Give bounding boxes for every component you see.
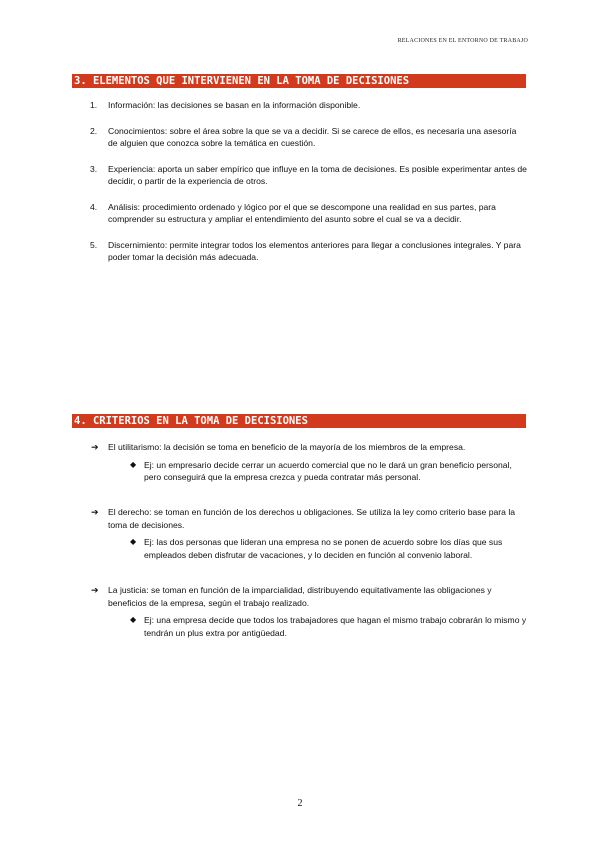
arrow-right-icon: ➔ [91,507,99,517]
example-item [130,536,528,561]
criterion-item [88,584,528,609]
example-text: Ej: una empresa decide que todos los trabajadores que hagan el mismo trabajo cobrarán lo mismo y tendrán un plus extra por antigüedad. [144,615,527,638]
running-header: RELACIONES EN EL ENTORNO DE TRABAJO [397,38,528,44]
item-number: 4. [90,201,98,212]
item-text: Conocimientos: sobre el área sobre la que se va a decidir. Si se carece de ellos, es necesaria una asesoría de alguien que conozca sobre la temática en cuestión. [108,125,517,148]
example-item [130,459,528,484]
diamond-icon: ◆ [130,615,137,624]
item-text: Análisis: procedimiento ordenado y lógico por el que se descompone una realidad en sus partes, para comprender su estructura y ampliar el entendimiento del asunto sobre el cual se va a decidir. [108,201,496,224]
elements-list [88,99,528,277]
list-item [88,201,528,226]
item-text: Experiencia: aporta un saber empírico que influye en la toma de decisiones. Es posible experimentar antes de decidir, o partir de la experiencia de otros. [108,163,527,186]
arrow-right-icon: ➔ [91,585,99,595]
example-text: Ej: un empresario decide cerrar un acuerdo comercial que no le dará un gran beneficio personal, pero conseguirá que la empresa crezca y pueda contratar más personal. [144,459,512,482]
criterion-text: La justicia: se toman en función de la imparcialidad, distribuyendo equitativamente las obligaciones y beneficios de la empresa, según el trabajo realizado. [108,585,492,608]
diamond-icon: ◆ [130,459,137,469]
list-item [88,125,528,150]
section-heading-4: 4. CRITERIOS EN LA TOMA DE DECISIONES [72,414,526,428]
item-text: Información: las decisiones se basan en la información disponible. [108,100,361,110]
item-number: 2. [90,125,98,136]
item-number: 3. [90,163,98,174]
criterion-justicia [88,584,528,639]
section-heading-3: 3. ELEMENTOS QUE INTERVIENEN EN LA TOMA DE DECISIONES [72,74,526,88]
list-item [88,163,528,188]
criterion-item [88,506,528,531]
list-item [88,99,528,112]
item-number: 1. [90,100,98,110]
diamond-icon: ◆ [130,537,137,546]
criterion-text: El utilitarismo: la decisión se toma en beneficio de la mayoría de los miembros de la empresa. [108,442,466,452]
example-text: Ej: las dos personas que lideran una empresa no se ponen de acuerdo sobre los días que sus empleados deben disfrutar de vacaciones, y lo deciden en función al convenio laboral. [144,537,503,560]
criterion-item [88,441,528,454]
example-item [130,614,528,639]
item-number: 5. [90,239,98,250]
item-text: Discernimiento: permite integrar todos los elementos anteriores para llegar a conclusiones integrales. Y para poder tomar la decisión más adecuada. [108,239,521,262]
criterion-utilitarismo [88,441,528,484]
page-number: 2 [297,798,303,809]
criterion-derecho [88,506,528,561]
arrow-right-icon: ➔ [91,442,99,452]
list-item [88,239,528,264]
criterion-text: El derecho: se toman en función de los derechos u obligaciones. Se utiliza la ley como criterio base para la toma de decisiones. [108,507,516,530]
